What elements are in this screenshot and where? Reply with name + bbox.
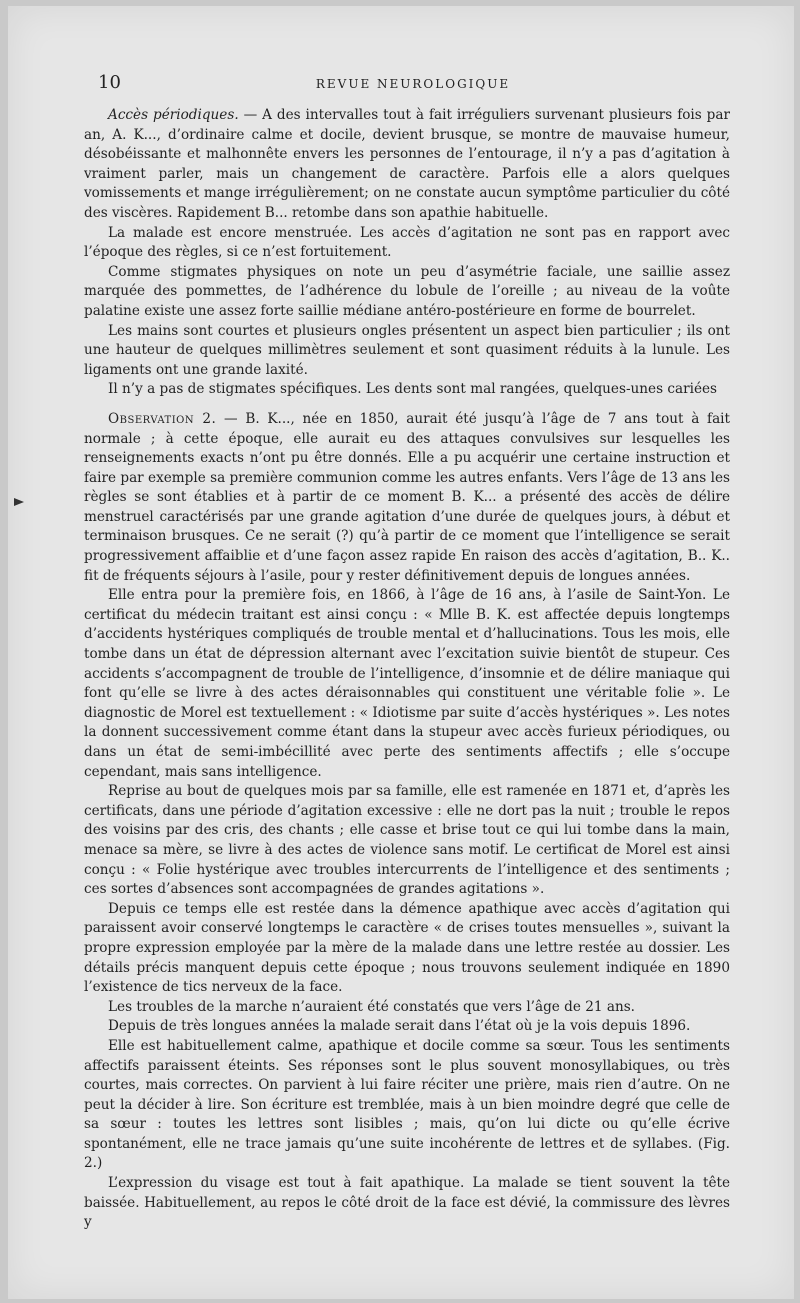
paragraph: Elle entra pour la première fois, en 1866, à l’âge de 16 ans, à l’asile de Saint-Yon. Le certificat du médecin traitant est ainsi conçu : « Mlle B. K. est affectée depuis longtemps d’accidents hystériques compliqués de trouble mental et d’hallucinations. Tous les mois, elle tombe dans un état de dépression alternant avec l’excitation suivie bientôt de stupeur. Ces accidents s’accompagnent de trouble de l’intelligence, d’insomnie et de délire maniaque qui font qu’elle se livre à des actes déraisonnables qui constituent une véritable folie ». Le diagnostic de Morel est textuellement : « Idiotisme par suite d’accès hystériques ». Les notes la donnent successivement comme étant dans la stupeur avec accès furieux périodiques, ou dans un état de semi-imbécillité avec perte des sentiments affectifs ; elle s’occupe cependant, mais sans intelligence. — [84, 587, 730, 780]
page-header — [98, 72, 728, 100]
page-number: 10 — [98, 72, 121, 93]
body-text — [84, 106, 730, 1233]
running-title: REVUE NEUROLOGIQUE — [315, 77, 511, 91]
margin-arrow-icon — [14, 498, 24, 506]
paragraph: Depuis ce temps elle est restée dans la démence apathique avec accès d’agitation qui paraissent avoir conservé longtemps le caractère « de crises toutes mensuelles », suivant la propre expression employée par la mère de la malade dans une lettre restée au dossier. Les détails précis manquent depuis cette époque ; nous trouvons seulement indiquée en 1890 l’existence de tics nerveux de la face. — [84, 900, 730, 996]
paragraph: Depuis de très longues années la malade serait dans l’état où je la vois depuis 1896. — [108, 1018, 691, 1035]
section-label: Accès périodiques. — [108, 107, 239, 123]
paragraph: La malade est encore menstruée. Les accès d’agitation ne sont pas en rapport avec l’époque des règles, si ce n’est fortuitement. — [84, 224, 730, 261]
paragraph: Les troubles de la marche n’auraient été constatés que vers l’âge de 21 ans. — [108, 998, 635, 1015]
paragraph: Reprise au bout de quelques mois par sa famille, elle est ramenée en 1871 et, d’après les certificats, dans une période d’agitation excessive : elle ne dort pas la nuit ; trouble le repos des voisins par des cris, des chants ; elle casse et brise tout ce qui lui tombe dans la main, menace sa mère, se livre à des actes de violence sans motif. Le certificat de Morel est ainsi conçu : « Folie hystérique avec troubles intercurrents de l’intelligence et des sentiments ; ces sortes d’absences sont accompagnées de grandes agitations ». — [84, 783, 730, 898]
paragraph-observation-2: Observation 2. — B. K..., née en 1850, aurait été jusqu’à l’âge de 7 ans tout à fait normale ; à cette époque, elle aurait eu des attaques convulsives sur lesquelles les renseignements exacts n’ont pu être donnés. Elle a pu acquérir une certaine instruction et faire par exemple sa première communion comme les autres enfants. Vers l’âge de 13 ans les règles se sont établies et à partir de ce moment B. K... a présenté des accès de délire menstruel caractérisés par une grande agitation d’une durée de quelques jours, à début et terminaison brusques. Ce ne serait (?) qu’à partir de ce moment que l’intelligence se serait progressivement affaiblie et d’une façon assez rapide En raison des accès d’agitation, B.. K.. fit de fréquents séjours à l’asile, pour y rester définitivement depuis de longues années. — [84, 410, 730, 584]
journal-page — [8, 6, 794, 1299]
paragraph: Il n’y a pas de stigmates spécifiques. Les dents sont mal rangées, quelques-unes cariées — [108, 381, 718, 398]
paragraph: L’expression du visage est tout à fait apathique. La malade se tient souvent la tête baissée. Habituellement, au repos le côté droit de la face est dévié, la commissure des lèvres y — [84, 1175, 730, 1231]
paragraph-acces-periodiques: Accès périodiques. — A des intervalles tout à fait irréguliers survenant plusieurs fois par an, A. K..., d’ordinaire calme et docile, devient brusque, se montre de mauvaise humeur, désobéissante et malhonnête envers les personnes de l’entourage, il n’y a pas d’agitation à vraiment parler, mais un changement de caractère. Parfois elle a alors quelques vomissements et mange irrégulièrement; on ne constate aucun symptôme particulier du côté des viscères. Rapidement B... retombe dans son apathie habituelle. — [84, 107, 730, 221]
paragraph: Elle est habituellement calme, apathique et docile comme sa sœur. Tous les sentiments affectifs paraissent éteints. Ses réponses sont le plus souvent monosyllabiques, ou très courtes, mais correctes. On parvient à lui faire réciter une prière, mais rien d’autre. On ne peut la décider à lire. Son écriture est tremblée, mais à un bien moindre degré que celle de sa sœur : toutes les lettres sont lisibles ; mais, qu’on lui dicte ou qu’elle écrive spontanément, elle ne trace jamais qu’une suite incohérente de lettres et de syllabes. (Fig. 2.) — [84, 1037, 730, 1172]
paragraph: Comme stigmates physiques on note un peu d’asymétrie faciale, une saillie assez marquée des pommettes, de l’adhérence du lobule de l’oreille ; au niveau de la voûte palatine existe une assez forte saillie médiane antéro-postérieure en forme de bourrelet. — [84, 263, 730, 319]
paragraph: Les mains sont courtes et plusieurs ongles présentent un aspect bien particulier ; ils ont une hauteur de quelques millimètres seulement et sont quasiment réduits à la lunule. Les ligaments ont une grande laxité. — [84, 322, 730, 378]
observation-label: Observation 2. — [108, 410, 217, 427]
